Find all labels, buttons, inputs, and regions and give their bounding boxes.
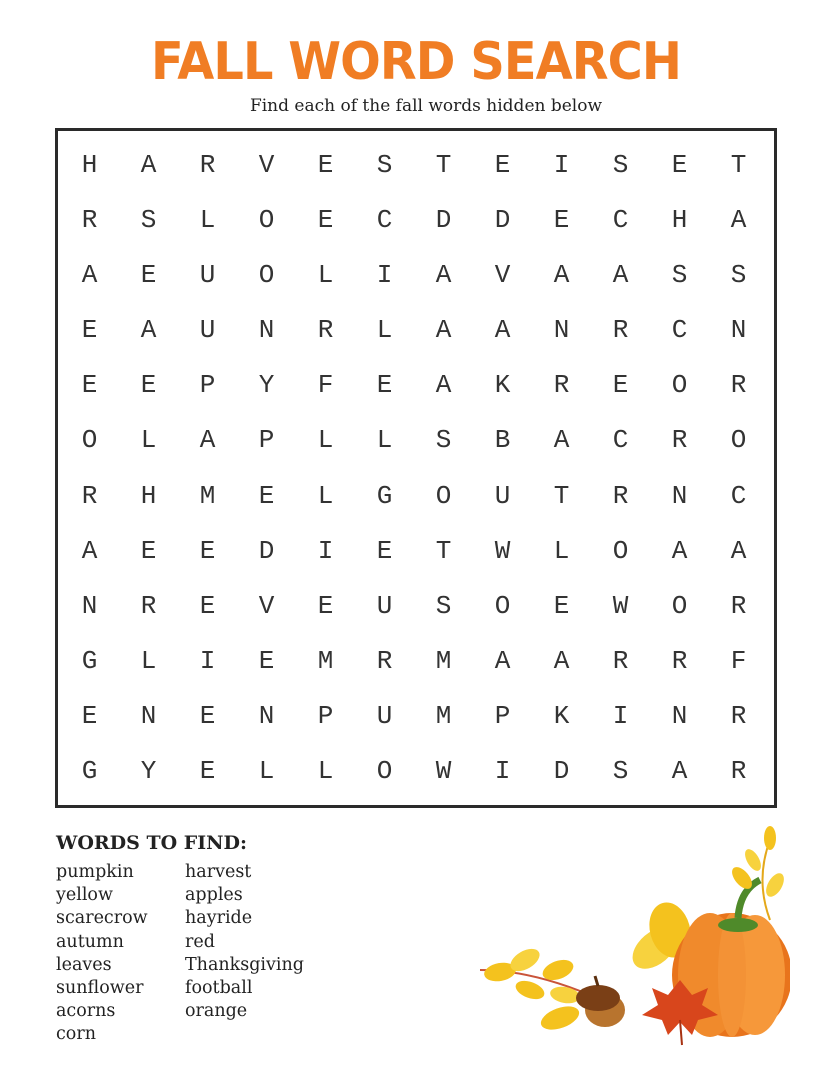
grid-letter: O [671,590,688,621]
grid-letter: E [376,370,393,401]
word-list-item: hayride [185,908,253,929]
grid-letter: E [199,535,216,566]
grid-letter: G [376,480,393,511]
grid-letter: E [258,646,275,677]
grid-letter: V [494,259,511,290]
grid-letter: D [494,204,511,235]
grid-letter: H [140,480,157,511]
grid-letter: A [81,535,98,566]
letter-grid [58,131,774,805]
word-list-item: corn [56,1024,96,1045]
word-list-item: acorns [56,1001,116,1022]
grid-letter: S [612,756,629,787]
grid-letter: L [376,425,393,456]
word-list-item: orange [185,1001,248,1022]
word-list-item: scarecrow [56,908,148,929]
word-list-item: red [185,931,215,952]
grid-letter: A [553,259,570,290]
grid-letter: E [199,590,216,621]
grid-letter: N [81,590,98,621]
grid-letter: R [730,370,747,401]
grid-letter: L [199,204,216,235]
grid-letter: S [435,425,452,456]
grid-letter: A [671,756,688,787]
grid-letter: E [140,370,157,401]
grid-letter: K [494,370,511,401]
grid-letter: W [612,590,629,621]
grid-letter: R [553,370,570,401]
grid-letter: E [317,590,334,621]
grid-letter: H [81,149,98,180]
grid-letter: E [494,149,511,180]
grid-letter: M [199,480,216,511]
grid-letter: R [199,149,216,180]
grid-letter: P [494,701,511,732]
grid-letter: C [730,480,747,511]
grid-letter: O [612,535,629,566]
grid-letter: D [258,535,275,566]
grid-letter: K [553,701,570,732]
grid-letter: O [730,425,747,456]
grid-letter: N [730,315,747,346]
grid-letter: N [140,701,157,732]
grid-letter: A [612,259,629,290]
grid-letter: U [376,590,393,621]
grid-letter: P [317,701,334,732]
grid-letter: R [612,480,629,511]
grid-letter: E [376,535,393,566]
grid-letter: R [612,315,629,346]
word-list-item: sunflower [56,978,144,999]
grid-letter: R [730,701,747,732]
words-heading: WORDS TO FIND: [56,832,248,854]
grid-letter: A [730,204,747,235]
grid-letter: V [258,149,275,180]
grid-letter: L [553,535,570,566]
grid-letter: O [376,756,393,787]
grid-letter: E [199,701,216,732]
grid-letter: T [435,149,452,180]
grid-letter: S [140,204,157,235]
grid-letter: L [317,756,334,787]
word-search-grid [55,128,777,808]
grid-letter: C [612,425,629,456]
grid-letter: E [81,370,98,401]
grid-letter: W [435,756,452,787]
grid-letter: I [199,646,216,677]
grid-letter: T [553,480,570,511]
grid-letter: L [317,425,334,456]
grid-letter: A [553,646,570,677]
grid-letter: T [730,149,747,180]
grid-letter: G [81,646,98,677]
word-list-item: football [185,978,253,999]
grid-letter: L [317,259,334,290]
grid-letter: P [199,370,216,401]
grid-letter: A [494,646,511,677]
grid-letter: R [730,756,747,787]
acorn-icon [576,976,625,1027]
grid-letter: N [258,315,275,346]
grid-letter: L [258,756,275,787]
grid-letter: U [199,315,216,346]
grid-letter: Y [258,370,275,401]
grid-letter: I [376,259,393,290]
grid-letter: D [553,756,570,787]
grid-letter: E [140,259,157,290]
grid-letter: S [376,149,393,180]
grid-letter: E [317,204,334,235]
grid-letter: A [671,535,688,566]
grid-letter: R [612,646,629,677]
grid-letter: M [317,646,334,677]
grid-letter: T [435,535,452,566]
grid-letter: A [435,259,452,290]
grid-letter: E [199,756,216,787]
grid-letter: C [612,204,629,235]
grid-letter: L [140,646,157,677]
grid-letter: L [376,315,393,346]
page-title: FALL WORD SEARCH [151,32,681,92]
grid-letter: A [140,149,157,180]
grid-letter: A [553,425,570,456]
grid-letter: A [730,535,747,566]
grid-letter: I [553,149,570,180]
grid-letter: C [376,204,393,235]
grid-letter: N [671,480,688,511]
grid-letter: E [258,480,275,511]
grid-letter: R [81,480,98,511]
grid-letter: A [435,315,452,346]
grid-letter: L [140,425,157,456]
grid-letter: N [553,315,570,346]
grid-letter: A [199,425,216,456]
grid-letter: H [671,204,688,235]
grid-letter: S [612,149,629,180]
grid-letter: E [553,204,570,235]
word-list-item: leaves [56,954,112,975]
word-list-item: Thanksgiving [185,954,304,975]
grid-letter: F [317,370,334,401]
grid-letter: O [435,480,452,511]
grid-letter: S [730,259,747,290]
grid-letter: I [612,701,629,732]
word-list-item: harvest [185,862,252,882]
grid-letter: R [81,204,98,235]
grid-letter: B [494,425,511,456]
grid-letter: O [671,370,688,401]
grid-letter: R [671,425,688,456]
grid-letter: Y [140,756,157,787]
autumn-decoration [470,820,790,1050]
grid-letter: V [258,590,275,621]
grid-letter: E [317,149,334,180]
grid-letter: E [81,701,98,732]
grid-letter: I [317,535,334,566]
word-list-item: yellow [56,885,113,906]
grid-letter: R [730,590,747,621]
grid-letter: N [258,701,275,732]
grid-letter: I [494,756,511,787]
word-list-item: apples [185,885,243,906]
grid-letter: S [435,590,452,621]
grid-letter: E [81,315,98,346]
grid-letter: G [81,756,98,787]
grid-letter: N [671,701,688,732]
grid-letter: A [140,315,157,346]
grid-letter: S [671,259,688,290]
word-list-column-1 [56,861,148,1047]
grid-letter: A [494,315,511,346]
grid-letter: M [435,646,452,677]
grid-letter: E [612,370,629,401]
grid-letter: L [317,480,334,511]
grid-letter: U [376,701,393,732]
page-subtitle: Find each of the fall words hidden below [249,96,603,116]
grid-letter: M [435,701,452,732]
word-list-item: autumn [56,931,124,952]
word-list-column-2 [185,861,304,1023]
grid-letter: R [671,646,688,677]
grid-letter: R [140,590,157,621]
grid-letter: A [81,259,98,290]
grid-letter: E [553,590,570,621]
grid-letter: O [258,259,275,290]
grid-letter: U [199,259,216,290]
grid-letter: D [435,204,452,235]
grid-letter: O [258,204,275,235]
grid-letter: E [671,149,688,180]
grid-letter: P [258,425,275,456]
word-list-item: pumpkin [56,862,134,882]
grid-letter: R [376,646,393,677]
grid-letter: A [435,370,452,401]
grid-letter: F [730,646,747,677]
grid-letter: O [81,425,98,456]
grid-letter: C [671,315,688,346]
grid-letter: W [494,535,511,566]
grid-letter: O [494,590,511,621]
grid-letter: R [317,315,334,346]
grid-letter: E [140,535,157,566]
grid-letter: U [494,480,511,511]
